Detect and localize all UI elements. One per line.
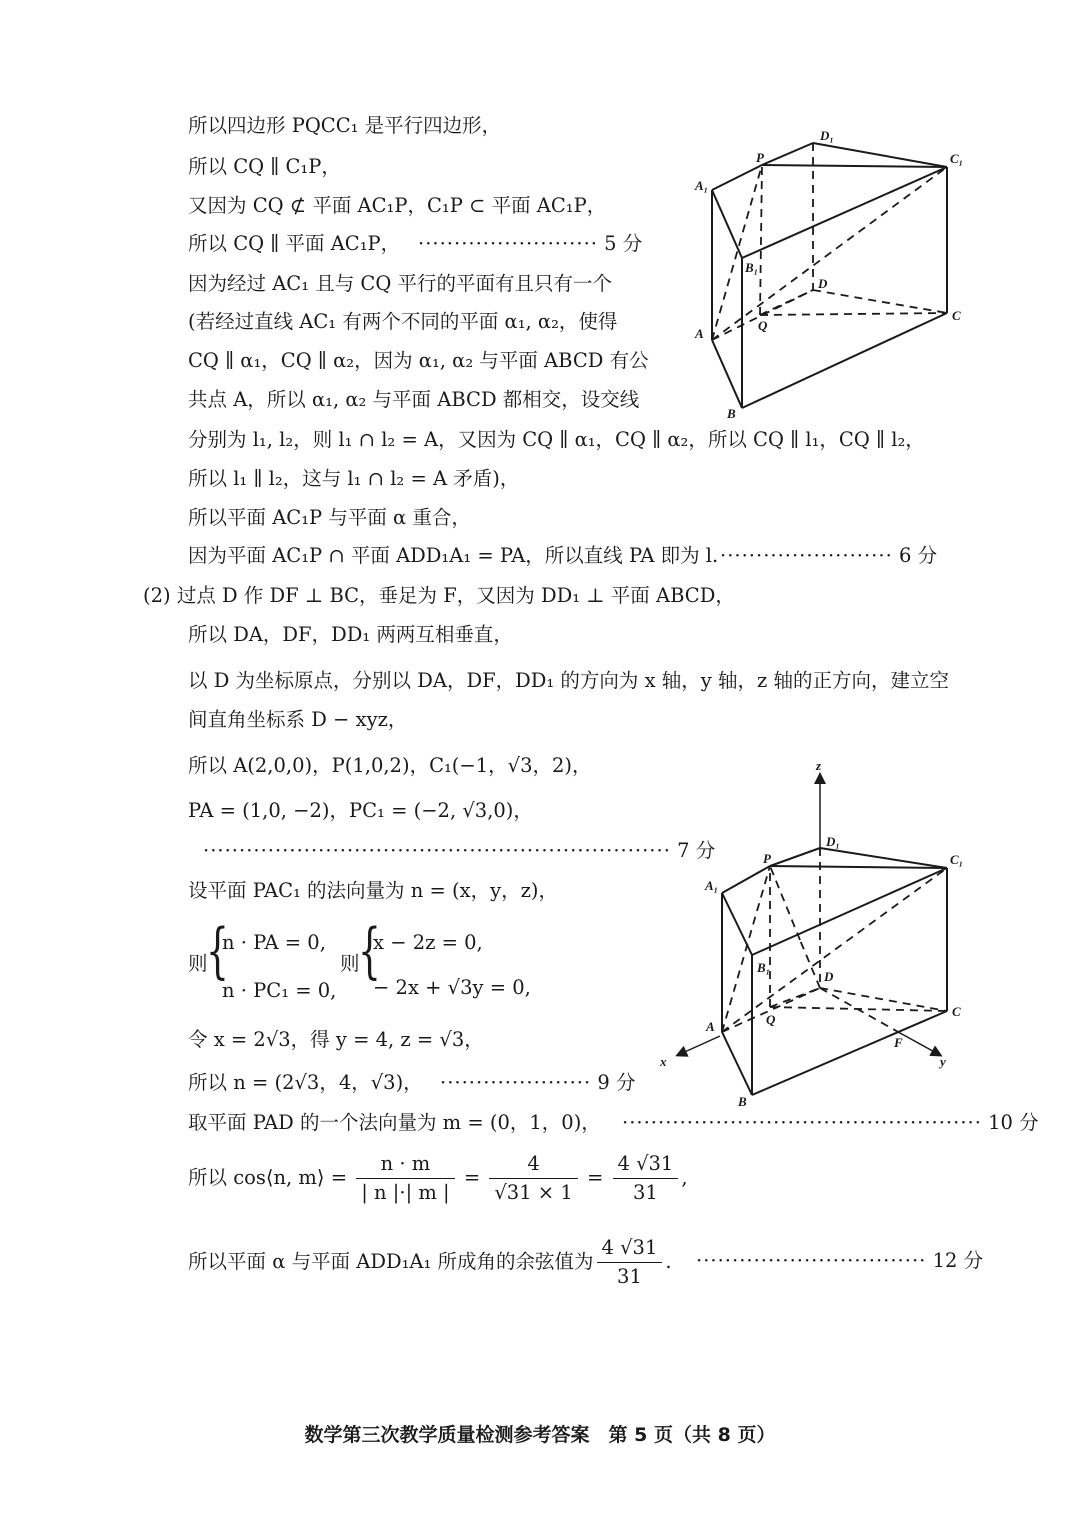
dot-leader: ····················· — [440, 1071, 592, 1094]
equation-line: n · PA = 0, — [222, 931, 326, 954]
brace-symbol: { — [206, 916, 229, 986]
equation-line: x − 2z = 0, — [373, 931, 483, 954]
text-line: 所以平面 AC₁P 与平面 α 重合， — [188, 506, 471, 529]
text-line: CQ ∥ α₁，CQ ∥ α₂，因为 α₁, α₂ 与平面 ABCD 有公 — [188, 349, 649, 372]
fraction-denominator: 31 — [617, 1265, 642, 1288]
score-mark: 5 分 — [604, 232, 643, 255]
fraction-denominator: 31 — [633, 1181, 658, 1204]
text-line: 又因为 CQ ⊄ 平面 AC₁P，C₁P ⊂ 平面 AC₁P， — [188, 194, 607, 217]
brace-symbol: { — [358, 916, 381, 986]
fraction-numerator: 4 — [489, 1152, 577, 1179]
point-label: D₁ — [820, 128, 834, 143]
score-mark: 7 分 — [677, 839, 716, 862]
point-label: D — [824, 969, 834, 984]
fraction — [597, 1236, 663, 1289]
score-leader — [418, 231, 642, 257]
point-label: A₁ — [705, 878, 719, 893]
text-line: 间直角坐标系 D − xyz， — [188, 708, 408, 731]
period: . — [665, 1250, 672, 1273]
text-line: 所以 DA，DF，DD₁ 两两互相垂直， — [188, 623, 513, 646]
point-label: A₁ — [695, 178, 709, 193]
fraction-denominator: √31 × 1 — [494, 1181, 573, 1204]
prism-figure-1 — [690, 125, 980, 425]
point-label: B — [738, 1094, 747, 1109]
text-line: (2) 过点 D 作 DF ⊥ BC，垂足为 F，又因为 DD₁ ⊥ 平面 ABCD， — [143, 584, 735, 607]
text-line: 所以 n = (2√3，4，√3)， — [188, 1071, 423, 1094]
point-label: C₁ — [950, 852, 964, 867]
text-line: PA = (1,0, −2)，PC₁ = (−2, √3,0)， — [188, 799, 533, 822]
text-line: 以 D 为坐标原点，分别以 DA，DF，DD₁ 的方向为 x 轴，y 轴，z 轴的正方向，建立空 — [188, 669, 949, 692]
score-mark: 12 分 — [932, 1249, 984, 1272]
prism-figure-2 — [655, 755, 980, 1115]
text-line: 因为平面 AC₁P ∩ 平面 ADD₁A₁ = PA，所以直线 PA 即为 l. — [188, 544, 719, 567]
point-label: P — [763, 851, 771, 866]
point-label: D₁ — [826, 834, 840, 849]
score-leader — [696, 1248, 983, 1274]
equation-line: − 2x + √3y = 0, — [373, 976, 531, 999]
point-label: Q — [766, 1012, 776, 1027]
text-line: 所以四边形 PQCC₁ 是平行四边形， — [188, 114, 502, 137]
fraction — [489, 1152, 577, 1205]
text-line: 共点 A，所以 α₁, α₂ 与平面 ABCD 都相交，设交线 — [188, 388, 640, 411]
point-label: B₁ — [757, 960, 771, 975]
fraction-denominator: | n |·| m | — [361, 1181, 450, 1204]
comma: , — [681, 1166, 688, 1189]
text-line: 设平面 PAC₁ 的法向量为 n = (x，y，z)， — [188, 879, 559, 902]
text-line: 所以 CQ ∥ 平面 AC₁P， — [188, 232, 401, 255]
text-segment: 所以平面 α 与平面 ADD₁A₁ 所成角的余弦值为 — [188, 1250, 594, 1273]
dot-leader: ························· — [418, 232, 598, 255]
axis-label: y — [940, 1054, 946, 1069]
score-mark: 6 分 — [898, 544, 938, 567]
dot-leader: ························ — [720, 544, 893, 567]
axis-label: z — [816, 758, 822, 773]
text-line: 因为经过 AC₁ 且与 CQ 平行的平面有且只有一个 — [188, 272, 613, 295]
text-line: 取平面 PAD 的一个法向量为 m = (0，1，0)， — [188, 1111, 601, 1134]
dot-leader: ································ — [696, 1249, 927, 1272]
point-label: B — [727, 406, 736, 421]
text-line: (若经过直线 AC₁ 有两个不同的平面 α₁, α₂，使得 — [188, 310, 618, 333]
fraction — [613, 1152, 679, 1205]
point-label: C₁ — [950, 151, 964, 166]
score-leader — [203, 838, 715, 864]
point-label: A — [706, 1019, 715, 1034]
fraction-numerator: 4 √31 — [613, 1152, 679, 1179]
point-label: C — [952, 1004, 961, 1019]
fraction — [356, 1152, 454, 1205]
text-line: 令 x = 2√3，得 y = 4, z = √3， — [188, 1028, 484, 1051]
equals-sign: = — [586, 1166, 604, 1189]
axis-label: x — [660, 1054, 667, 1069]
score-leader — [720, 543, 937, 569]
text-line: 所以 l₁ ∥ l₂，这与 l₁ ∩ l₂ = A 矛盾)， — [188, 467, 520, 490]
equation-line: n · PC₁ = 0, — [222, 979, 337, 1002]
page-footer: 数学第三次教学质量检测参考答案 第 5 页（共 8 页） — [304, 1424, 776, 1446]
equals-sign: = — [463, 1166, 481, 1189]
text-line: 所以 CQ ∥ C₁P， — [188, 155, 341, 178]
final-line — [188, 1236, 672, 1289]
fraction-numerator: n · m — [356, 1152, 454, 1179]
dot-leader: ·················································· — [622, 1111, 982, 1134]
dot-leader: ································································· — [203, 839, 671, 862]
point-label: Q — [758, 318, 768, 333]
point-label: A — [695, 326, 704, 341]
point-label: F — [894, 1035, 903, 1050]
point-label: D — [818, 276, 828, 291]
score-mark: 10 分 — [988, 1111, 1039, 1134]
score-leader — [440, 1070, 635, 1096]
text-line: 则 — [188, 952, 208, 975]
point-label: B₁ — [745, 260, 759, 275]
text-line: 则 — [340, 952, 360, 975]
text-line: 所以 A(2,0,0)，P(1,0,2)，C₁(−1，√3，2)， — [188, 754, 592, 777]
fraction-numerator: 4 √31 — [597, 1236, 663, 1263]
point-label: P — [756, 150, 764, 165]
text-line: 分别为 l₁, l₂，则 l₁ ∩ l₂ = A，又因为 CQ ∥ α₁，CQ ∥ α₂，所以 CQ ∥ l₁，CQ ∥ l₂， — [188, 428, 925, 451]
score-mark: 9 分 — [597, 1071, 636, 1094]
point-label: C — [952, 308, 961, 323]
text-segment: 所以 cos⟨n, m⟩ = — [188, 1166, 348, 1189]
cos-line — [188, 1152, 688, 1205]
